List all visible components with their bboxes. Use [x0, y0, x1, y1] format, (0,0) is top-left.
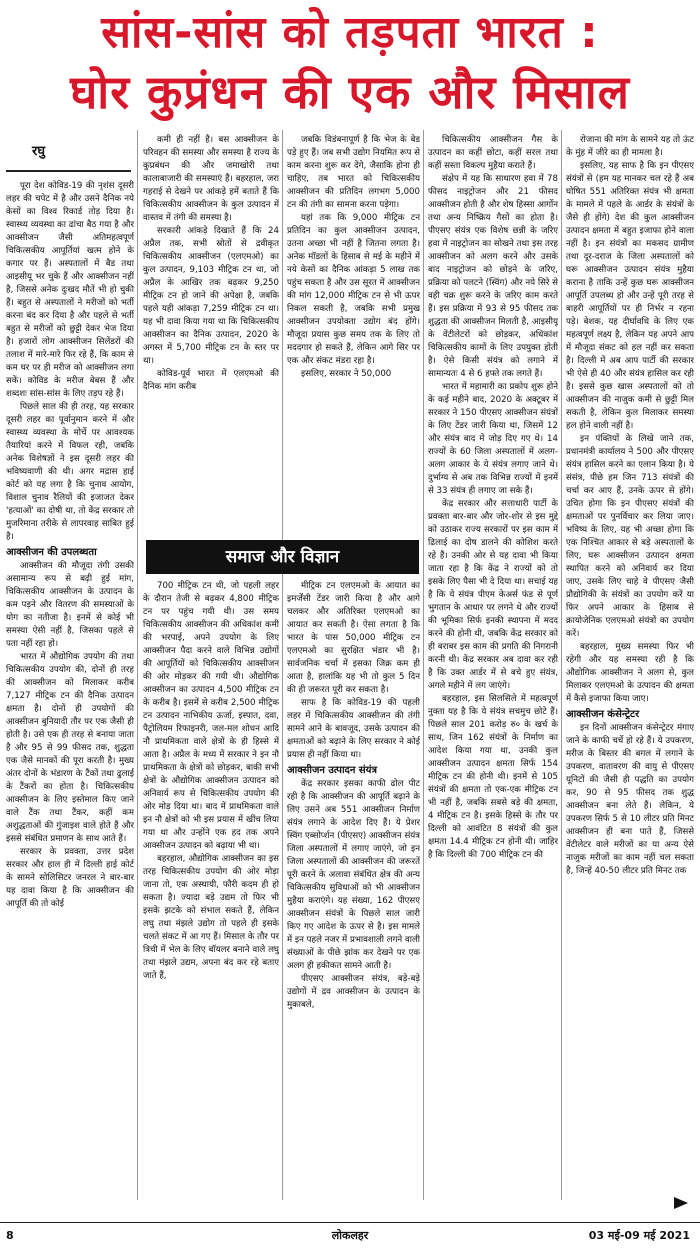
paragraph: मीट्रिक टन एलएमओ के आयात का इमर्जेंसी टेंडर जारी किया है और आगे चलकर और अतिरिक्त एलएमओ का आयात कर सकती है। ऐसा लगता है कि भारत के पास 50,000 मीट्रिक टन एलएमओ का सुरक्षित भंडार भी है। सार्वजनिक चर्चा में इसका जिक्र कम ही आता है, हालांकि यह भी तो कुल 5 दिन की ही जरूरत पूरी कर सकता है। [287, 581, 420, 695]
paragraph: आक्सीजन की मौजूदा तंगी उसकी असामान्य रूप से बढ़ी हुई मांग, चिकित्सकीय आक्सीजन के उत्पादन के कम पड़ने और वितरण की समस्याओं के योग का नतीजा है। इनमें से कोई भी समस्या ऐसी नहीं है, जिसका पहले से पता नहीं रहा हो। [6, 561, 134, 649]
article-column-1 [6, 180, 134, 1220]
paragraph: केंद्र सरकार इसका काफी ढोल पीट रही है कि आक्सीजन की आपूर्ति बढ़ाने के लिए उसने अब 551 आक्सीजन निर्माण संयंत्र लगाने के आदेश दिए हैं। ये प्रेशर स्विंग एब्सोर्प्शन (पीएसए) आक्सीजन संयंत्र जिला अस्पतालों में लगाए जाएंगे, जो इन जिला अस्पतालों की आक्सीजन की जरूरतें पूरी करने के अलावा संबंधित क्षेत्र की अन्य चिकित्सकीय सुविधाओं को भी आक्सीजन मुहैया कराएंगे। यह संख्या, 162 पीएसए आक्सीजन संयंत्रों के पिछले साल जारी किए गए आदेश के ऊपर से है। इस मामले में इन पहले नजर में प्रभावशाली लगने वाली संख्याओं के पीछे झांक कर देखने पर एक अलग ही हकीकत सामने आती है। [287, 779, 420, 971]
section-banner: समाज और विज्ञान [146, 540, 419, 574]
headline-line-2: घोर कुप्रंधन की एक और मिसाल [70, 65, 630, 119]
paragraph: पीएसए आक्सीजन संयंत्र, बड़े-बड़े उद्योगों में द्रव आक्सीजन के उत्पादन के मुकाबले, [287, 974, 420, 1010]
paragraph: रोजाना की मांग के सामने यह तो ऊंट के मुंह में जीरे का ही मामला है। [566, 135, 694, 158]
paragraph: केंद्र सरकार और सत्ताधारी पार्टी के प्रवक्ता बार-बार और जोर-शोर से इस मुद्दे को उठाकर राज्य सरकारों पर इस काम में ढिलाई का दोष डालने की कोशिश करते रहे हैं। उनकी ओर से यह दावा भी किया जाता रहा है कि केंद्र ने राज्यों को तो इसके लिए पैसा भी दे दिया था। सचाई यह है कि ये संयंत्र पीएम केअर्स फंड से पूर्ण भुगतान के आधार पर लगने थे और राज्यों की भूमिका सिर्फ इनकी स्थापना में मदद करने की होनी थी, जबकि केंद्र सरकार को ही बराबर इस काम की प्रगति की निगरानी करनी थी। केंद्र सरकार अब दावा कर रही है कि उक्त आर्डर में से बचे हुए संयंत्र, अगले महीने में लग जाएंगे। [428, 499, 558, 691]
article-column-2-top [143, 134, 279, 534]
article-column-5 [566, 134, 694, 1196]
paragraph: यहां तक कि 9,000 मीट्रिक टन प्रतिदिन का कुल आक्सीजन उत्पादन, उतना अच्छा भी नहीं है जितना लगता है। अनेक मॉडलों के हिसाब से मई के महीने में नये केसों का दैनिक आंकड़ा 5 लाख तक पहुंच सकता है और उस सूरत में आक्सीजन की मांग 12,000 मीट्रिक टन से भी ऊपर निकल सकती है, जबकि सभी प्रमुख आक्सीजन उपयोक्ता उद्योग बंद होंगे। मौजूदा प्रयास कुछ समय तक के लिए तो मददगार हो सकते हैं, लेकिन आगे सिर पर एक और संकट मंडरा रहा है। [287, 213, 420, 366]
article-column-2-bottom [143, 580, 279, 1220]
publication-name: लोकलहर [331, 1229, 369, 1242]
paragraph: बहरहाल, इस सिलसिले में महत्वपूर्ण नुक्ता यह है कि ये संयंत्र सचमुच छोटे हैं। पिछले साल 201 करोड़ रु० के खर्च के साथ, जिन 162 संयंत्रों के निर्माण का आदेश किया गया था, उनकी कुल आक्सीजन उत्पादन क्षमता सिर्फ 154 मीट्रिक टन की होनी थी। इनमें से 105 संयंत्रों की क्षमता तो एक-एक मीट्रिक टन भी नहीं है, जबकि सबसे बड़े की क्षमता, 4 मीट्रिक टन है। इसके हिस्से के तौर पर दिल्ली को आवंटित 8 संयंत्रों की कुल क्षमता 14.4 मीट्रिक टन होनी थी। जाहिर है कि दिल्ली की 700 मीट्रिक टन की [428, 694, 558, 860]
continue-arrow-icon [674, 1197, 688, 1209]
paragraph: चिकित्सकीय आक्सीजन गैस के उत्पादन का कहीं छोटा, कहीं सरल तथा कहीं सस्ता विकल्प मुहैया कराते हैं। [428, 135, 558, 171]
paragraph: जबकि विडंबनापूर्ण है कि भेज के बेड पड़े हुए हैं। जब सभी उद्योग नियमित रूप से काम करना शुरू कर देंगे, जैसाकि होना ही चाहिए, तब भारत को चिकित्सकीय आक्सीजन की प्रतिदिन लगभग 5,000 टन की तंगी का सामना करना पड़ेगा। [287, 135, 420, 210]
paragraph: साफ है कि कोविड-19 की पहली लहर में चिकित्सकीय आक्सीजन की तंगी सामने आने के बावजूद, उसके उत्पादन की क्षमताओं को बढ़ाने के लिए सरकार ने कोई प्रयास ही नहीं किया था। [287, 698, 420, 760]
article-column-4 [428, 134, 558, 1220]
paragraph: कोविड-पूर्व भारत में एलएमओ की दैनिक मांग करीब [143, 369, 279, 392]
column-divider [282, 130, 283, 1200]
article-column-3-top [287, 134, 420, 534]
paragraph: इन दिनों आक्सीजन कंसेन्ट्रेटर मंगाए जाने के काफी चर्चे हो रहे हैं। ये उपकरण, मरीज के बिस्तर की बगल में लगाने के उपकरण, वातावरण की वायु से पीएसए यूनिटों की जैसी ही पद्धति का उपयोग कर, 90 से 95 फीसद तक शुद्ध आक्सीजन बना लेते हैं। लेकिन, ये उपकरण सिर्फ 5 से 10 लीटर प्रति मिनट आक्सीजन ही बना पाते हैं, जिससे वेंटीलेटर वाले मरीजों का या अन्य ऐसे नाजुक मरीजों का काम नहीं चल सकता है, जिन्हें 40-50 लीटर प्रति मिनट तक [566, 723, 694, 876]
paragraph: संक्षेप में यह कि साधारण हवा में 78 फीसद नाइट्रोजन और 21 फीसद आक्सीजन होती है और शेष हिस्सा आर्गोन तथा अन्य निष्क्रिय गैसों का होता है। पीएसए संयंत्र एक विशेष छन्नी के जरिए हवा में नाइट्रोजन का सोखने तथा इस तरह आक्सीजन को अलग करने और उसके बाद नाइट्रोजन को छोड़ने के जरिए, प्रक्रिया को पलटने (स्विंग) और नये सिरे से वही चक्र शुरू करने के जरिए काम करते हैं। इस प्रक्रिया में 93 से 95 फीसद तक शुद्धता की आक्सीजन मिलती है, आइसीयू के वेंटीलेटरों को छोड़कर, अधिकांश चिकित्सकीय कामों के लिए उपयुक्त होती है। ऐसे किसी संयंत्र को लगाने में सामान्यतः 4 से 6 हफ्ते तक लगते हैं। [428, 174, 558, 379]
paragraph: बहरहाल, मुख्य समस्या फिर भी रहेगी और यह समस्या रही है कि औद्योगिक आक्सीजन ने अलग से, कुल मिलाकर एलएमओ के उत्पादन की क्षमता में कैसे इजाफा किया जाए। [566, 642, 694, 704]
article-column-3-bottom [287, 580, 420, 1220]
subheading: आक्सीजन उत्पादन संयंत्र [287, 765, 377, 776]
paragraph: बहरहाल, औद्योगिक आक्सीजन का इस तरह चिकित्सकीय उपयोग की ओर मोड़ा जाना तो, एक अस्थायी, फौरी कदम ही हो सकता है। ज्यादा बड़े उद्यम तो फिर भी इसके झटके को संभाल सकते हैं, लेकिन लघु तथा मंझले उद्योग तो पहले ही इसके चलते संकट में आ गए हैं। मिसाल के तौर पर त्रिची में भेल के लिए बॉयलर बनाने वाले लघु तथा मंझले उद्यम, अपना बंद कर रहे बताए जाते हैं, [143, 854, 279, 981]
subheading: आक्सीजन कंसेन्ट्रेटर [566, 709, 640, 720]
column-divider [137, 130, 138, 1200]
issue-date: 03 मई-09 मई 2021 [588, 1229, 690, 1242]
paragraph: इसलिए, यह साफ है कि इन पीएसए संयंत्रों से (हम यह मानकर चल रहे हैं अब घोषित 551 अतिरिक्त संयंत्र भी क्षमता के मामले में पहले के आर्डर के संयंत्रों के जैसे ही होंगे) देश की कुल आक्सीजन उत्पादन क्षमता में बहुत इजाफा होने वाला नहीं है। इन संयंत्रों का मकसद ग्रामीण तथा दूर-दराज के जिला अस्पतालों को घरू आक्सीजन उत्पादन संयंत्र मुहैया कराना है ताकि उन्हें कुछ घरू आक्सीजन आपूर्ति उपलब्ध हो और उन्हें पूरी तरह से बाहरी आपूर्तियों पर ही निर्भर न रहना पड़े। बेशक, यह दीर्घावधि के लिए एक महत्वपूर्ण लक्ष्य है, लेकिन यह अपने आप में मौजूदा संकट को हल नहीं कर सकता है। दिल्ली में अब आप पार्टी की सरकार भी ऐसे ही 40 और संयंत्र हासिल कर रही है। इससे कुछ खास अस्पतालों को तो आक्सीजन की नाजुक कमी से छुट्टी मिल सकती है, लेकिन कुल मिलाकर समस्या हल होने वाली नहीं है। [566, 161, 694, 431]
column-divider [561, 130, 562, 1200]
author-byline [6, 132, 131, 172]
paragraph: पिछले साल की ही तरह, यह सरकार दूसरी लहर का पूर्वानुमान करने में और स्वास्थ्य व्यवस्था के मोर्चे पर आवश्यक तैयारियां करने में विफल रही, जबकि अनेक विशेषज्ञों ने इस दूसरी लहर की भविष्यवाणी की थी। अगर मद्रास हाई कोर्ट को यह लगा है कि चुनाव आयोग, विशाल चुनाव रैलियों की इजाजत देकर 'हत्याओं' का दोषी था, तो केंद्र सरकार तो मुजरिमाना तरीके से लापरवाह साबित हुई है। [6, 402, 134, 542]
paragraph: सरकार के प्रवक्ता, उत्तर प्रदेश सरकार और हाल ही में दिल्ली हाई कोर्ट के सामने सोलिसिटर जनरल ने बार-बार यह दावा किया है कि आक्सीजन की आपूर्ति की तो कोई [6, 847, 134, 909]
subheading: आक्सीजन की उपलब्धता [6, 547, 97, 558]
paragraph: 700 मीट्रिक टन थी, जो पहली लहर के दौरान तेजी से बढ़कर 4,800 मीट्रिक टन पर पहुंच गयी थी। उस समय चिकित्सकीय आक्सीजन की अधिकांश कमी की भरपाई, अपने उपयोग के लिए आक्सीजन पैदा करने वाले विभिन्न उद्योगों की आपूर्तियों को चिकित्सकीय आक्सीजन की ओर मोड़कर की गयी थी। औद्योगिक आक्सीजन का उत्पादन 4,500 मीट्रिक टन के करीब है। इसमें से करीब 2,500 मीट्रिक टन उत्पादन नाभिकीय ऊर्जा, इस्पात, दवा, पैट्रोलियम रिफाइनरी, जल-मल शोधन आदि नौ प्राथमिकता वाले क्षेत्रों के ही हिस्से में आता है। अप्रैल के मध्य में सरकार ने इन नौ प्राथमिकता के क्षेत्रों को छोड़कर, बाकी सभी क्षेत्रों के औद्योगिक आक्सीजन उत्पादन को अनिवार्य रूप से चिकित्सकीय उपयोग की ओर मोड़ दिया था। बाद में प्राथमिकता वाले इन नौ क्षेत्रों को भी इस प्रयास में खींच लिया गया था और उन्होंने एक हद तक अपने आक्सीजन उत्पादन को बढ़ाया भी था। [143, 581, 279, 851]
author-name: रघु [32, 144, 46, 159]
paragraph: सरकारी आंकड़े दिखाते हैं कि 24 अप्रैल तक, सभी स्रोतों से द्रवीकृत चिकित्सकीय आक्सीजन (एलएमओ) का कुल उत्पादन, 9,103 मीट्रिक टन था, जो अप्रैल के आखिर तक बढ़कर 9,250 मीट्रिक टन हो जाने की अपेक्षा है, जबकि पहले यही आंकड़ा 7,259 मीट्रिक टन था। यह भी दावा किया गया था कि चिकित्सकीय आक्सीजन का दैनिक उत्पादन, 2020 के अगस्त में 5,700 मीट्रिक टन के स्तर पर था। [143, 226, 279, 366]
paragraph: इसलिए, सरकार ने 50,000 [301, 369, 392, 379]
paragraph: भारत में औद्योगिक उपयोग की तथा चिकित्सकीय उपयोग की, दोनों ही तरह की आक्सीजन को मिलाकर करीब 7,127 मीट्रिक टन की दैनिक उत्पादन क्षमता है। दोनों ही उपयोगों की आक्सीजन बुनियादी तौर पर एक जैसी ही होती है। उसे एक ही तरह से बनाया जाता है और 95 से 99 फीसद तक, शुद्धता एक जैसे मानकों की पूरा करती है। मुख्य अंतर दोनों के भंडारण के टैंकों तथा ढुलाई के टैंकरों का होता है। चिकित्सकीय आक्सीजन के लिए इस्तेमाल किए जाने वाले टैंक तथा टैंकर, कहीं कम अशुद्धताओं की गुंजाइश वाले होते हैं और इससे संबंधित प्रमाणन के साथ आते हैं। [6, 652, 134, 844]
paragraph: पूरा देश कोविड-19 की नृशंस दूसरी लहर की चपेट में है और उसने दैनिक नये केसों का विश्व रिकार्ड तोड़ दिया है। स्वास्थ्य व्यवस्था का ढांचा बैठ गया है और आक्सीजन जैसी अतिमहत्वपूर्ण चिकित्सकीय आपूर्तियां खत्म होने के कगार पर हैं। अस्पतालों में बैड तथा आइसीयू भर चुके हैं और आक्सीजन नहीं है, जिससे अनेक दुःखद मौतें भी हो चुकी हैं। बहुत से अस्पतालों ने मरीजों को भर्ती करना बंद कर दिया है और पहले से भर्ती बहुत से मरीजों को छुट्टी देकर भेज दिया है। हजारों लोग आक्सीजन सिलेंडरों की तलाश में मारे-मारे फिर रहे हैं, कि काम से कम घर पर ही मरीज को आक्सीजन लगा सकें। कोविड के मरीज बेबस हैं और शब्दशः सांस-सांस के लिए तड़प रहे हैं। [6, 181, 134, 399]
paragraph: भारत में महामारी का प्रकोप शुरू होने के कई महीने बाद, 2020 के अक्टूबर में सरकार ने 150 पीएसए आक्सीजन संयंत्रों के लिए टेंडर जारी किया था, जिसमें 12 और संयंत्र बाद में जोड़ दिए गए थे। 14 राज्यों के 60 जिला अस्पतालों में अलग-अलग आकार के ये संयंत्र लगाए जाने थे। दुर्भाग्य से अब तक विभिन्न राज्यों में इनमें से 33 संयंत्र ही लगाए जा सके हैं। [428, 382, 558, 496]
paragraph: कमी ही नहीं है। बस आक्सीजन के परिवहन की समस्या और समस्या है राज्य के कुप्रबंधन की और जमाखोरी तथा कालाबाजारी की समस्याएं हैं। बहरहाल, जरा गहराई से देखने पर आंकड़े हमें बताते हैं कि चिकित्सकीय आक्सीजन के कुल उत्पादन में वास्तव में तंगी की समस्या है। [143, 135, 279, 223]
paragraph: इन पंक्तियों के लिखे जाने तक, प्रधानमंत्री कार्यालय ने 500 और पीएसए संयंत्र हासिल करने का एलान किया है। ये संसंत्र, पीछे हम जिन 713 संयंत्रों की चर्चा कर आए हैं, उनके ऊपर से होंगे। उचित होगा कि इन पीएसए संयंत्रों की क्षमताओं पर पुनर्विचार कर लिया जाए। भविष्य के लिए, यह भी अच्छा होगा कि एक निश्चित आकार से बड़े अस्पतालों के लिए, घरू आक्सीजन उत्पादन क्षमता स्थापित करने को अनिवार्य कर दिया जाए, उसके लिए चाहे वे पीएसए जैसी प्रौद्योगिकी के संयंत्रों का उपयोग करें या फिर अपने आकार के हिसाब से क्रायोजेनिक एलएमओ संयंत्रों का उपयोग करें। [566, 434, 694, 639]
headline-line-1: सांस-सांस को तड़पता भारत : [101, 7, 599, 58]
page-number: 8 [6, 1229, 14, 1242]
page-footer [0, 1222, 700, 1250]
column-divider [423, 130, 424, 1200]
